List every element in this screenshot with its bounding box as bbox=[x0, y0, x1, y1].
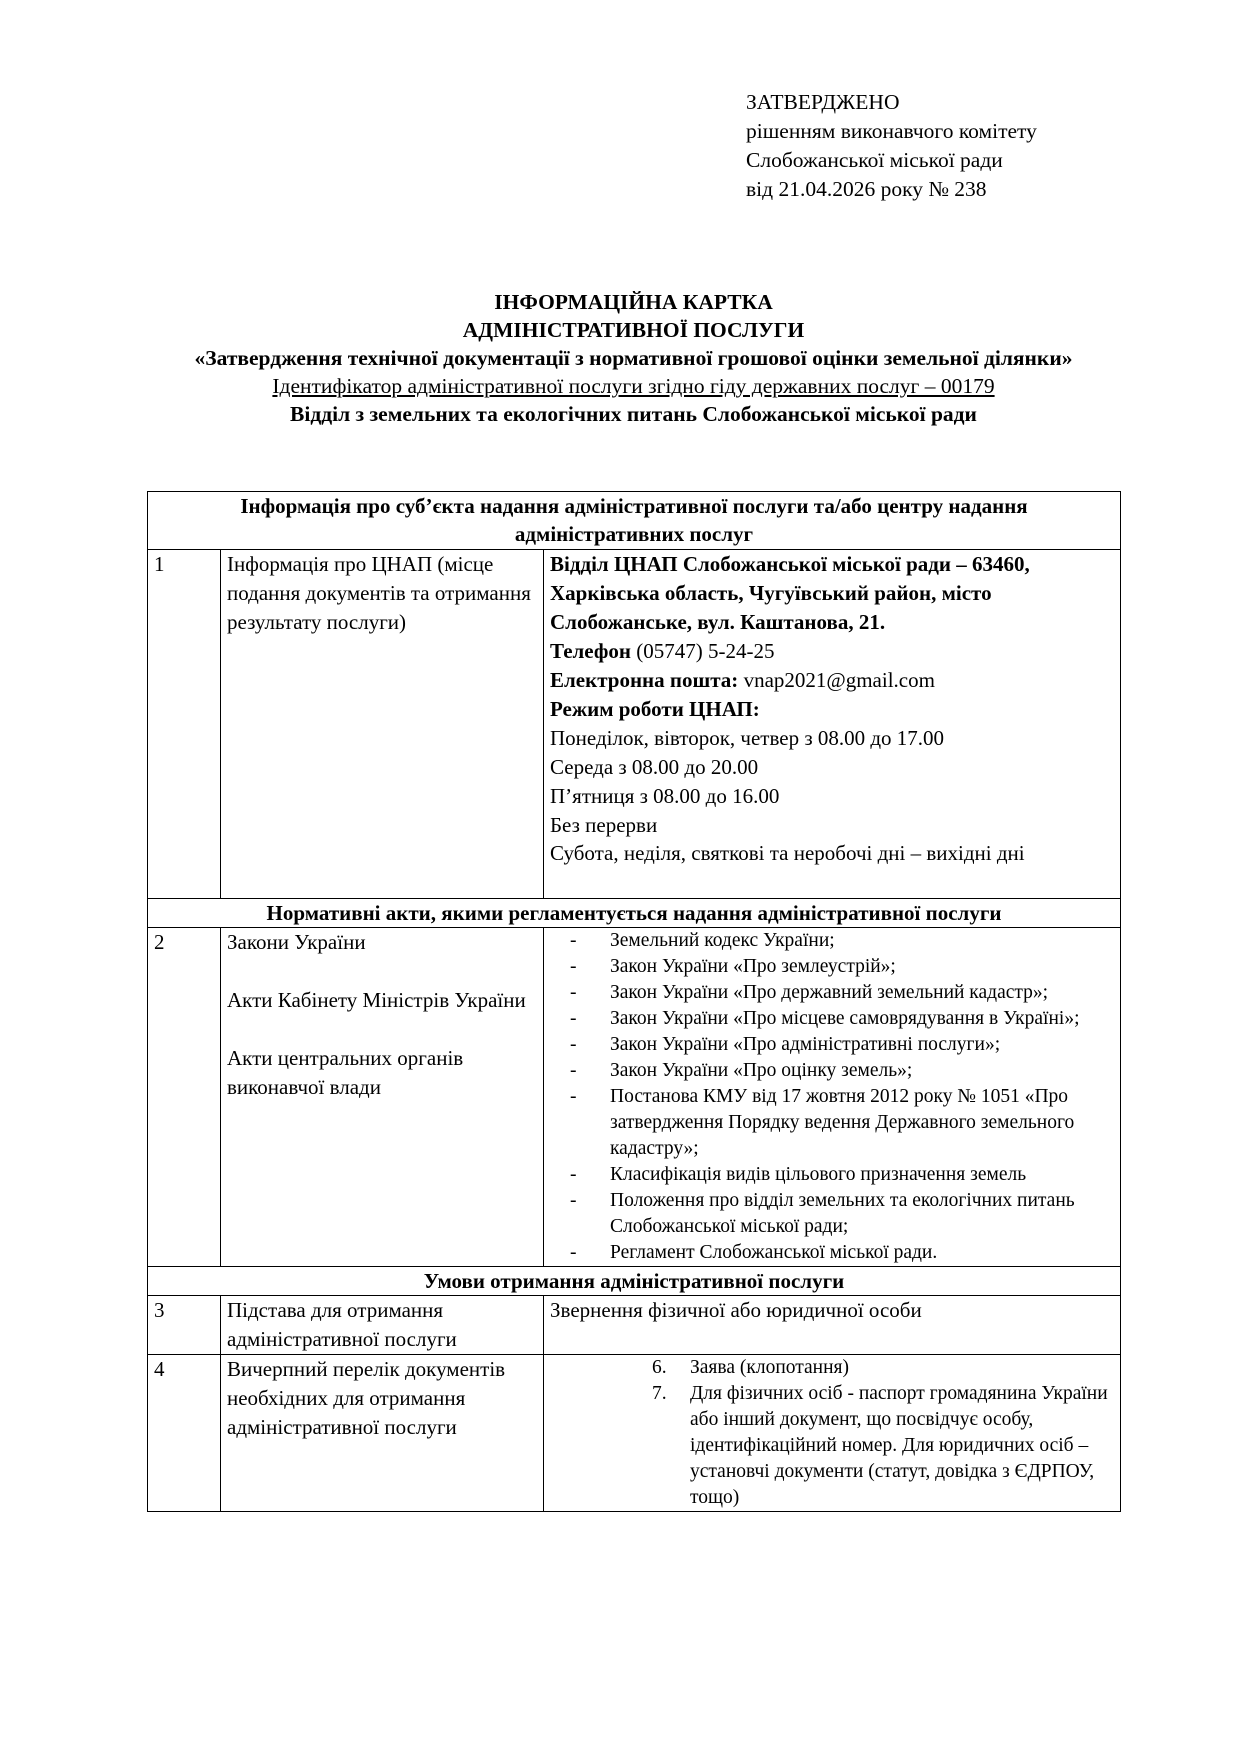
table-row bbox=[148, 928, 1121, 1267]
row-number: 3 bbox=[148, 1296, 221, 1355]
phone-value: (05747) 5-24-25 bbox=[631, 639, 775, 663]
row-value: Звернення фізичної або юридичної особи bbox=[544, 1296, 1121, 1355]
row-number: 1 bbox=[148, 550, 221, 899]
hours-line: Без перерви bbox=[550, 813, 658, 837]
list-item: - Закон України «Про адміністративні послуги»; bbox=[610, 1032, 1114, 1058]
row-label: Інформація про ЦНАП (місце подання документів та отримання результату послуги) bbox=[221, 550, 544, 899]
list-item: - Регламент Слобожанської міської ради. bbox=[610, 1240, 1114, 1266]
table-row bbox=[148, 1296, 1121, 1355]
service-identifier: Ідентифікатор адміністративної послуги згідно гіду державних послуг – 00179 bbox=[272, 374, 995, 398]
approval-stamp bbox=[746, 88, 1037, 204]
item-text: Для фізичних осіб - паспорт громадянина України або інший документ, що посвідчує особу, ідентифікаційний номер. Для юридичних осіб – установчі документи (статут, довідка з ЄДРПОУ, тощо) bbox=[690, 1383, 1108, 1508]
list-item: - Земельний кодекс України; bbox=[610, 928, 1114, 954]
approval-line: Слобожанської міської ради bbox=[746, 148, 1003, 172]
document-header bbox=[147, 288, 1120, 428]
phone-label: Телефон bbox=[550, 639, 632, 663]
documents-list bbox=[550, 1355, 1114, 1511]
section-header: Нормативні акти, якими регламентується надання адміністративної послуги bbox=[148, 899, 1121, 928]
approval-line: рішенням виконавчого комітету bbox=[746, 119, 1037, 143]
cnap-address: Відділ ЦНАП Слобожанської міської ради – 63460, Харківська область, Чугуївський район, місто Слобожанське, вул. Каштанова, 21. bbox=[550, 552, 1030, 634]
row-label: Підстава для отримання адміністративної послуги bbox=[221, 1296, 544, 1355]
acts-list bbox=[550, 928, 1114, 1266]
row-value bbox=[544, 1355, 1121, 1512]
row-number: 4 bbox=[148, 1355, 221, 1512]
list-item: - Постанова КМУ від 17 жовтня 2012 року № 1051 «Про затвердження Порядку ведення Державного земельного кадастру»; bbox=[610, 1084, 1114, 1162]
law-category: Акти центральних органів виконавчої влади bbox=[227, 1046, 464, 1099]
service-name: «Затвердження технічної документації з нормативної грошової оцінки земельної ділянки» bbox=[194, 346, 1073, 370]
doc-subtitle: АДМІНІСТРАТИВНОЇ ПОСЛУГИ bbox=[462, 318, 805, 342]
list-item bbox=[652, 1355, 1114, 1381]
section-header: Інформація про суб’єкта надання адміністративної послуги та/або центру надання адміністративних послуг bbox=[148, 492, 1121, 550]
approval-title: ЗАТВЕРДЖЕНО bbox=[746, 90, 900, 114]
list-item: - Класифікація видів цільового призначення земель bbox=[610, 1162, 1114, 1188]
row-label: Вичерпний перелік документів необхідних для отримання адміністративної послуги bbox=[221, 1355, 544, 1512]
hours-label: Режим роботи ЦНАП: bbox=[550, 697, 760, 721]
list-item: - Закон України «Про місцеве самоврядування в Україні»; bbox=[610, 1006, 1114, 1032]
list-item: - Закон України «Про оцінку земель»; bbox=[610, 1058, 1114, 1084]
list-item: - Положення про відділ земельних та екологічних питань Слобожанської міської ради; bbox=[610, 1188, 1114, 1240]
list-item: - Закон України «Про землеустрій»; bbox=[610, 954, 1114, 980]
law-category: Акти Кабінету Міністрів України bbox=[227, 988, 526, 1012]
email-label: Електронна пошта: bbox=[550, 668, 739, 692]
hours-line: Середа з 08.00 до 20.00 bbox=[550, 755, 759, 779]
approval-date: від 21.04.2026 року № 238 bbox=[746, 177, 987, 201]
section-header: Умови отримання адміністративної послуги bbox=[148, 1267, 1121, 1296]
hours-line: Субота, неділя, святкові та неробочі дні – вихідні дні bbox=[550, 841, 1025, 865]
table-row bbox=[148, 1355, 1121, 1512]
hours-line: П’ятниця з 08.00 до 16.00 bbox=[550, 784, 780, 808]
row-value bbox=[544, 928, 1121, 1267]
hours-line: Понеділок, вівторок, четвер з 08.00 до 17.00 bbox=[550, 726, 945, 750]
row-number: 2 bbox=[148, 928, 221, 1267]
list-item: - Закон України «Про державний земельний кадастр»; bbox=[610, 980, 1114, 1006]
row-value bbox=[544, 550, 1121, 899]
email-value: vnap2021@gmail.com bbox=[738, 668, 935, 692]
doc-title: ІНФОРМАЦІЙНА КАРТКА bbox=[494, 290, 773, 314]
list-item bbox=[652, 1381, 1114, 1511]
row-label bbox=[221, 928, 544, 1267]
item-number: 7. bbox=[652, 1383, 667, 1404]
department-name: Відділ з земельних та екологічних питань Слобожанської міської ради bbox=[290, 402, 977, 426]
item-text: Заява (клопотання) bbox=[690, 1357, 849, 1378]
law-category: Закони України bbox=[227, 930, 366, 954]
table-row bbox=[148, 550, 1121, 899]
item-number: 6. bbox=[652, 1357, 667, 1378]
info-table bbox=[147, 491, 1121, 1512]
